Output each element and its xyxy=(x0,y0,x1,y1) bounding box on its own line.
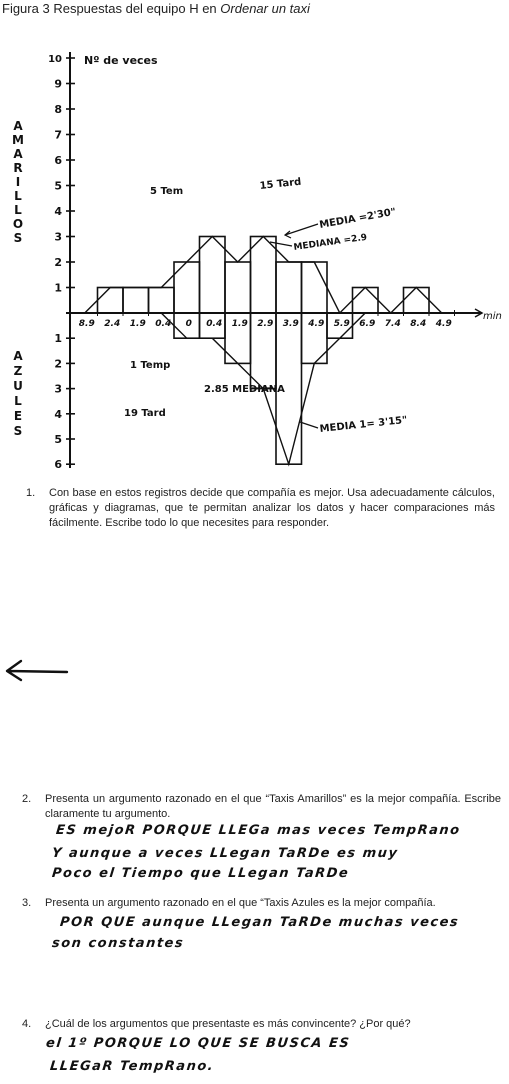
side-label-amarillos-letter: A xyxy=(13,119,23,133)
chart-bars xyxy=(98,237,430,465)
y-tick-label: 6 xyxy=(54,458,62,472)
polygon-amarillos xyxy=(85,237,442,314)
y-tick-label: 3 xyxy=(54,230,62,244)
x-tick-label: 7.4 xyxy=(384,319,401,329)
annotation-arrow xyxy=(300,422,318,428)
side-label-amarillos-letter: A xyxy=(13,147,23,161)
question-number: 2. xyxy=(22,793,32,805)
bar-amarillos xyxy=(174,262,200,313)
x-tick-label: 0.4 xyxy=(206,319,223,329)
y-tick-label: 10 xyxy=(48,54,62,65)
x-tick-label: 0.4 xyxy=(155,319,172,329)
bar-amarillos xyxy=(98,288,124,314)
annotation-arrow xyxy=(285,224,318,238)
annotation-bot-temp: 1 Temp xyxy=(130,360,171,371)
y-tick-label: 4 xyxy=(54,205,62,218)
annotation-bot-mediana: 2.85 MEDIANA xyxy=(204,384,285,395)
chart-labels xyxy=(12,54,502,471)
side-label-azules-letter: A xyxy=(13,349,23,363)
bar-amarillos xyxy=(149,288,175,314)
annotation-arrow xyxy=(270,242,292,246)
y-tick-label: 2 xyxy=(54,357,62,371)
y-tick-label: 5 xyxy=(54,179,62,193)
side-label-azules-letter: Z xyxy=(13,364,23,378)
side-label-amarillos-letter: L xyxy=(14,203,22,217)
bar-amarillos xyxy=(251,237,277,314)
figure-caption-title: Ordenar un taxi xyxy=(220,1,310,16)
figure-caption xyxy=(2,1,310,16)
question-text: Presenta un argumento razonado en el que “Taxis Amarillos” es la mejor compañía. Escribe claramente tu argumento. xyxy=(45,793,501,820)
x-tick-label: 8.9 xyxy=(78,319,95,329)
side-label-amarillos-letter: I xyxy=(15,175,21,189)
side-label-amarillos-letter: O xyxy=(12,217,24,231)
y-tick-label: 6 xyxy=(54,154,62,167)
annotation-bot-media: MEDIA 1= 3'15" xyxy=(319,414,408,435)
bar-amarillos xyxy=(225,262,251,313)
question-text: ¿Cuál de los argumentos que presentaste es más convincente? ¿Por qué? xyxy=(45,1018,411,1030)
y-tick-label: 8 xyxy=(54,103,62,116)
side-label-amarillos-letter: L xyxy=(14,189,22,203)
chart-axes xyxy=(66,52,482,468)
bar-amarillos xyxy=(200,237,226,314)
bar-amarillos xyxy=(404,288,430,314)
bar-amarillos xyxy=(302,262,328,313)
x-tick-label: 8.4 xyxy=(410,319,427,329)
y-axis-label: Nº de veces xyxy=(84,54,158,67)
bar-amarillos xyxy=(353,288,379,314)
side-label-amarillos-letter: S xyxy=(13,231,23,245)
side-label-azules-letter: S xyxy=(13,424,23,438)
x-tick-label: 6.9 xyxy=(359,319,376,329)
x-tick-label: 0 xyxy=(185,319,192,329)
y-tick-label: 4 xyxy=(54,407,62,421)
x-tick-label: 3.9 xyxy=(282,319,299,329)
y-tick-label: 7 xyxy=(54,128,62,142)
annotation-top-media: MEDIA =2'30" xyxy=(318,206,397,231)
question-number: 1. xyxy=(26,487,36,499)
hand-drawn-chart xyxy=(0,44,509,474)
side-label-amarillos-letter: M xyxy=(12,133,24,147)
figure-caption-prefix: Respuestas del equipo H en xyxy=(53,1,217,16)
chart-frequency-polygons xyxy=(85,237,442,465)
question-number: 3. xyxy=(22,897,32,909)
x-tick-label: 1.9 xyxy=(129,319,146,329)
answer-4-line-2: LLEGaR TempRano. xyxy=(49,1059,215,1074)
x-axis-label: min xyxy=(483,311,502,322)
side-label-azules-letter: U xyxy=(13,379,23,393)
question-text: Presenta un argumento razonado en el que “Taxis Azules es la mejor compañía. xyxy=(45,897,436,909)
bar-amarillos xyxy=(123,288,149,314)
x-tick-label: 1.9 xyxy=(231,319,248,329)
x-tick-label: 2.4 xyxy=(104,319,121,329)
x-tick-label: 4.9 xyxy=(435,319,452,329)
side-label-amarillos-letter: R xyxy=(13,161,23,175)
side-label-azules-letter: E xyxy=(13,409,23,423)
answer-2-line-3: Poco el Tiempo que LLegan TaRDe xyxy=(51,866,351,881)
y-tick-label: 5 xyxy=(54,433,62,446)
side-label-azules-letter: L xyxy=(14,394,22,408)
y-tick-label: 9 xyxy=(54,77,62,91)
bar-amarillos xyxy=(276,262,302,313)
answer-2-line-1: ES mejoR PORQUE LLEGa mas veces TempRano xyxy=(55,823,462,838)
x-tick-label: 2.9 xyxy=(257,319,274,329)
annotation-bot-tard: 19 Tard xyxy=(124,408,166,419)
y-tick-label: 3 xyxy=(54,382,62,396)
annotation-top-mediana: MEDIANA =2.9 xyxy=(293,232,368,253)
answer-2-line-2: Y aunque a veces LLegan TaRDe es muy xyxy=(51,846,400,861)
answer-4-line-1: el 1º PORQUE LO QUE SE BUSCA ES xyxy=(45,1036,351,1051)
x-tick-label: 4.9 xyxy=(308,319,325,329)
annotation-top-tard: 15 Tard xyxy=(259,176,302,192)
x-tick-label: 5.9 xyxy=(333,319,350,329)
answer-3-line-2: son constantes xyxy=(51,936,185,951)
figure-label: Figura 3 xyxy=(2,1,50,16)
y-tick-label: 1 xyxy=(54,281,62,295)
y-tick-label: 1 xyxy=(54,332,62,346)
answer-3-line-1: POR QUE aunque LLegan TaRDe muchas veces xyxy=(59,915,460,930)
y-tick-label: 2 xyxy=(54,256,62,269)
annotation-top-tem: 5 Tem xyxy=(150,186,184,197)
question-number: 4. xyxy=(22,1018,32,1030)
left-arrow-icon xyxy=(3,656,69,684)
question-text: Con base en estos registros decide que compañía es mejor. Usa adecuadamente cálculos, gráficas y diagramas, que te permitan analizar los datos y hacer comparaciones más fácilmente. Escribe todo lo que necesites para responder. xyxy=(49,487,495,529)
